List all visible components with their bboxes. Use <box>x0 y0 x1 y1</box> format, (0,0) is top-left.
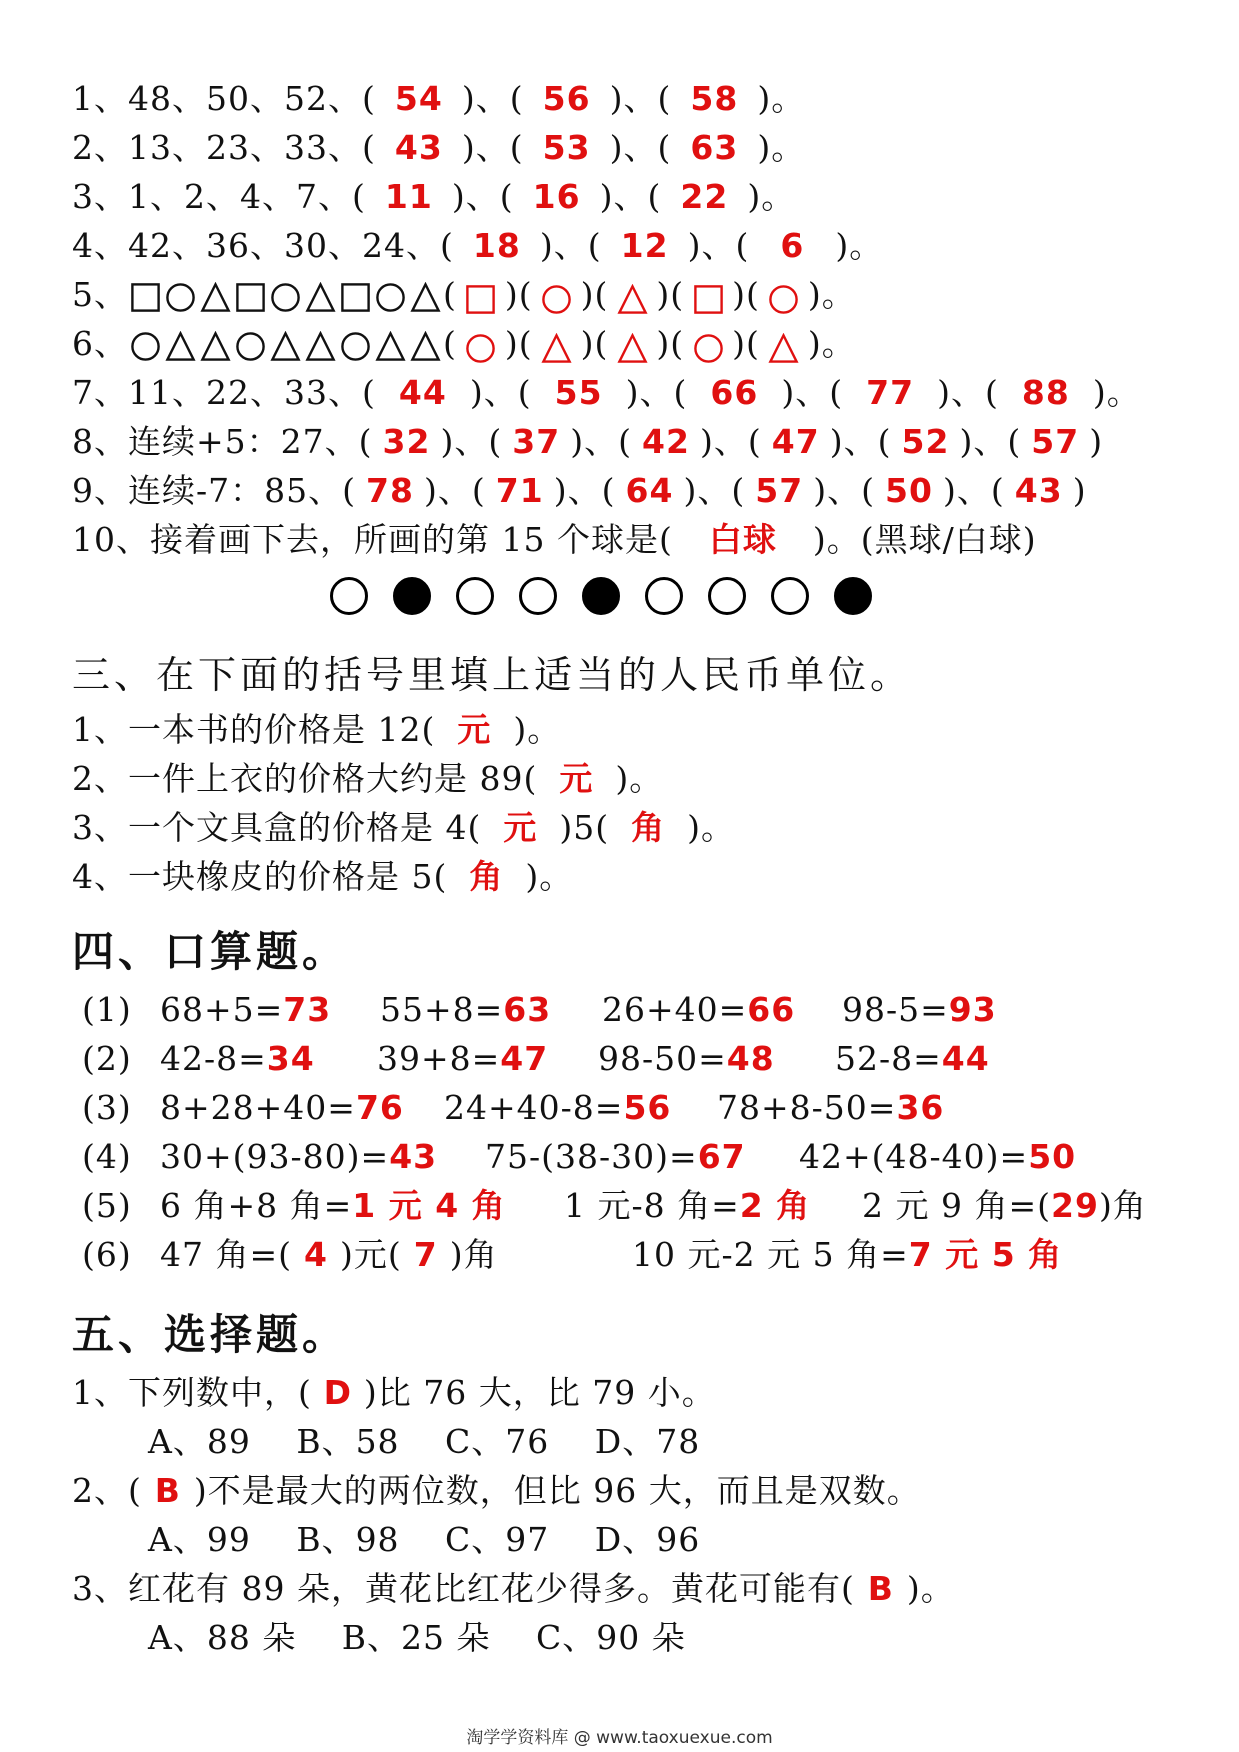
s3-question-1: 1、一本书的价格是 12( 元 )。 <box>72 705 561 755</box>
answer: 56 <box>542 79 591 118</box>
answer: 48 <box>726 1039 775 1078</box>
choice-question-3: 3、红花有 89 朵，黄花比红花少得多。黄花可能有( B )。 <box>72 1564 955 1614</box>
answer: 角 <box>631 808 666 847</box>
black-ball-icon <box>834 577 872 615</box>
choice-question-1: 1、下列数中，( D )比 76 大，比 79 小。 <box>72 1368 716 1418</box>
answer: 50 <box>1028 1137 1077 1176</box>
answer: 18 <box>472 226 521 265</box>
answer: 29 <box>1051 1186 1099 1225</box>
answer: 7 元 5 角 <box>908 1235 1063 1274</box>
footer-watermark: 淘学学资料库 @ www.taoxuexue.com <box>466 1728 773 1748</box>
calc-row-3: (3) 8+28+40=76 24+40-8=56 78+8-50=36 <box>82 1088 945 1127</box>
question-1: 1、48、50、52、( 54 )、( 56 )、( 58 )。 <box>72 74 805 124</box>
question-5: 5、 ( )( )( )( )( )。 <box>72 270 856 320</box>
answer: 57 <box>755 471 804 510</box>
calc-row-4: (4) 30+(93-80)=43 75-(38-30)=67 42+(48-40)=50 <box>82 1137 1077 1176</box>
square-icon <box>130 282 161 313</box>
answer: 37 <box>512 422 561 461</box>
question-4: 4、42、36、30、24、( 18 )、( 12 )、( 6 )。 <box>72 221 883 271</box>
answer: 44 <box>398 373 447 412</box>
question-2: 2、13、23、33、( 43 )、( 53 )、( 63 )。 <box>72 123 805 173</box>
choice-options-2: A、99 B、98 C、97 D、96 <box>148 1520 701 1559</box>
question-3: 3、1、2、4、7、( 11 )、( 16 )、( 22 )。 <box>72 172 795 222</box>
section-4-title: 四、口算题。 <box>72 927 349 976</box>
answer: 4 <box>304 1235 328 1274</box>
white-ball-icon <box>708 577 746 615</box>
answer: 63 <box>690 128 739 167</box>
question-8: 8、连续+5：27、( 32 )、( 37 )、( 42 )、( 47 )、( 52 )、( 57 ) <box>72 417 1103 467</box>
answer: 73 <box>283 990 332 1029</box>
answer: 32 <box>382 422 431 461</box>
answer: B <box>867 1569 894 1608</box>
circle-icon <box>375 282 406 313</box>
answer: 43 <box>394 128 443 167</box>
section-5-title: 五、选择题。 <box>72 1310 349 1359</box>
black-ball-icon <box>582 577 620 615</box>
question-9: 9、连续-7：85、( 78 )、( 71 )、( 64 )、( 57 )、( 50 )、( 43 ) <box>72 466 1087 516</box>
s3-question-3: 3、一个文具盒的价格是 4( 元 )5( 角 )。 <box>72 803 735 853</box>
section-3-title: 三、在下面的括号里填上适当的人民币单位。 <box>72 653 913 697</box>
shape-answers: ( )( )( )( )( ) <box>443 324 822 363</box>
circle-icon <box>130 331 161 362</box>
answer: 22 <box>680 177 729 216</box>
square-icon <box>235 282 266 313</box>
answer: 11 <box>384 177 433 216</box>
square-icon <box>457 272 505 322</box>
circle-icon <box>457 321 505 371</box>
circle-icon <box>340 331 371 362</box>
answer: 47 <box>500 1039 549 1078</box>
s3-question-4: 4、一块橡皮的价格是 5( 角 )。 <box>72 852 573 902</box>
question-6: 6、 ( )( )( )( )( )。 <box>72 319 856 369</box>
answer: 67 <box>697 1137 746 1176</box>
answer: 7 <box>413 1235 438 1274</box>
triangle-icon <box>410 331 441 362</box>
square-icon <box>340 282 371 313</box>
answer: 50 <box>885 471 933 510</box>
triangle-icon <box>200 282 231 313</box>
answer: 63 <box>503 990 552 1029</box>
answer: 43 <box>389 1137 438 1176</box>
triangle-icon <box>200 331 231 362</box>
answer: 66 <box>710 373 759 412</box>
answer: 角 <box>469 857 504 896</box>
answer: 53 <box>542 128 591 167</box>
answer: 2 角 <box>739 1186 811 1225</box>
answer: 6 <box>780 226 805 265</box>
square-icon <box>684 272 732 322</box>
calc-row-6: (6) 47 角=( 4 )元( 7 )角 10 元-2 元 5 角=7 元 5 角 <box>72 1230 1202 1280</box>
answer: 元 <box>559 759 594 798</box>
white-ball-icon <box>771 577 809 615</box>
answer: 元 <box>503 808 538 847</box>
answer: 78 <box>366 471 414 510</box>
white-ball-icon <box>645 577 683 615</box>
answer: 54 <box>394 79 443 118</box>
circle-icon <box>270 282 301 313</box>
answer: B <box>154 1471 181 1510</box>
answer: 43 <box>1014 471 1063 510</box>
choice-question-2: 2、( B )不是最大的两位数，但比 96 大，而且是双数。 <box>72 1466 921 1516</box>
circle-icon <box>760 272 808 322</box>
triangle-icon <box>305 282 336 313</box>
s3-question-2: 2、一件上衣的价格大约是 89( 元 )。 <box>72 754 663 804</box>
answer: 88 <box>1021 373 1070 412</box>
circle-icon <box>165 282 196 313</box>
circle-icon <box>684 321 732 371</box>
answer: 16 <box>532 177 581 216</box>
triangle-icon <box>270 331 301 362</box>
calc-row-1: (1) 68+5=73 55+8=63 26+40=66 98-5=93 <box>82 990 997 1029</box>
black-ball-icon <box>393 577 431 615</box>
answer: 44 <box>941 1039 990 1078</box>
answer: 47 <box>771 422 820 461</box>
calc-row-5: (5) 6 角+8 角=1 元 4 角 1 元-8 角=2 角 2 元 9 角=(29)角 <box>82 1186 1147 1225</box>
answer: 56 <box>623 1088 672 1127</box>
triangle-icon <box>165 331 196 362</box>
question-7: 7、11、22、33、( 44 )、( 55 )、( 66 )、( 77 )、( 88 )。 <box>72 368 1141 418</box>
triangle-icon <box>375 331 406 362</box>
shape-pattern <box>128 275 443 314</box>
answer: 64 <box>625 471 674 510</box>
shape-pattern <box>128 324 443 363</box>
ball-sequence <box>330 577 872 615</box>
triangle-icon <box>410 282 441 313</box>
white-ball-icon <box>519 577 557 615</box>
answer: 12 <box>620 226 669 265</box>
triangle-icon <box>760 321 808 371</box>
choice-options-3: A、88 朵 B、25 朵 C、90 朵 <box>148 1618 686 1657</box>
answer: 77 <box>866 373 915 412</box>
triangle-icon <box>533 321 581 371</box>
answer: 36 <box>896 1088 945 1127</box>
white-ball-icon <box>330 577 368 615</box>
answer: 34 <box>266 1039 315 1078</box>
white-ball-icon <box>456 577 494 615</box>
answer: 52 <box>901 422 950 461</box>
triangle-icon <box>608 272 656 322</box>
shape-answers: ( )( )( )( )( ) <box>443 275 822 314</box>
answer: 93 <box>948 990 997 1029</box>
triangle-icon <box>305 331 336 362</box>
answer: 71 <box>495 471 544 510</box>
circle-icon <box>533 272 581 322</box>
answer: 42 <box>642 422 690 461</box>
choice-options-1: A、89 B、58 C、76 D、78 <box>148 1422 701 1461</box>
answer: 66 <box>747 990 796 1029</box>
answer: 元 <box>457 710 492 749</box>
answer: 76 <box>355 1088 404 1127</box>
triangle-icon <box>608 321 656 371</box>
answer: 1 元 4 角 <box>352 1186 506 1225</box>
circle-icon <box>235 331 266 362</box>
answer: 55 <box>554 373 603 412</box>
answer: 57 <box>1031 422 1080 461</box>
answer: 58 <box>690 79 739 118</box>
calc-row-2: (2) 42-8=34 39+8=47 98-50=48 52-8=44 <box>82 1039 990 1078</box>
answer: D <box>323 1373 353 1412</box>
answer: 白球 <box>708 520 777 559</box>
question-10: 10、接着画下去，所画的第 15 个球是( 白球 )。(黑球/白球) <box>72 515 1037 565</box>
